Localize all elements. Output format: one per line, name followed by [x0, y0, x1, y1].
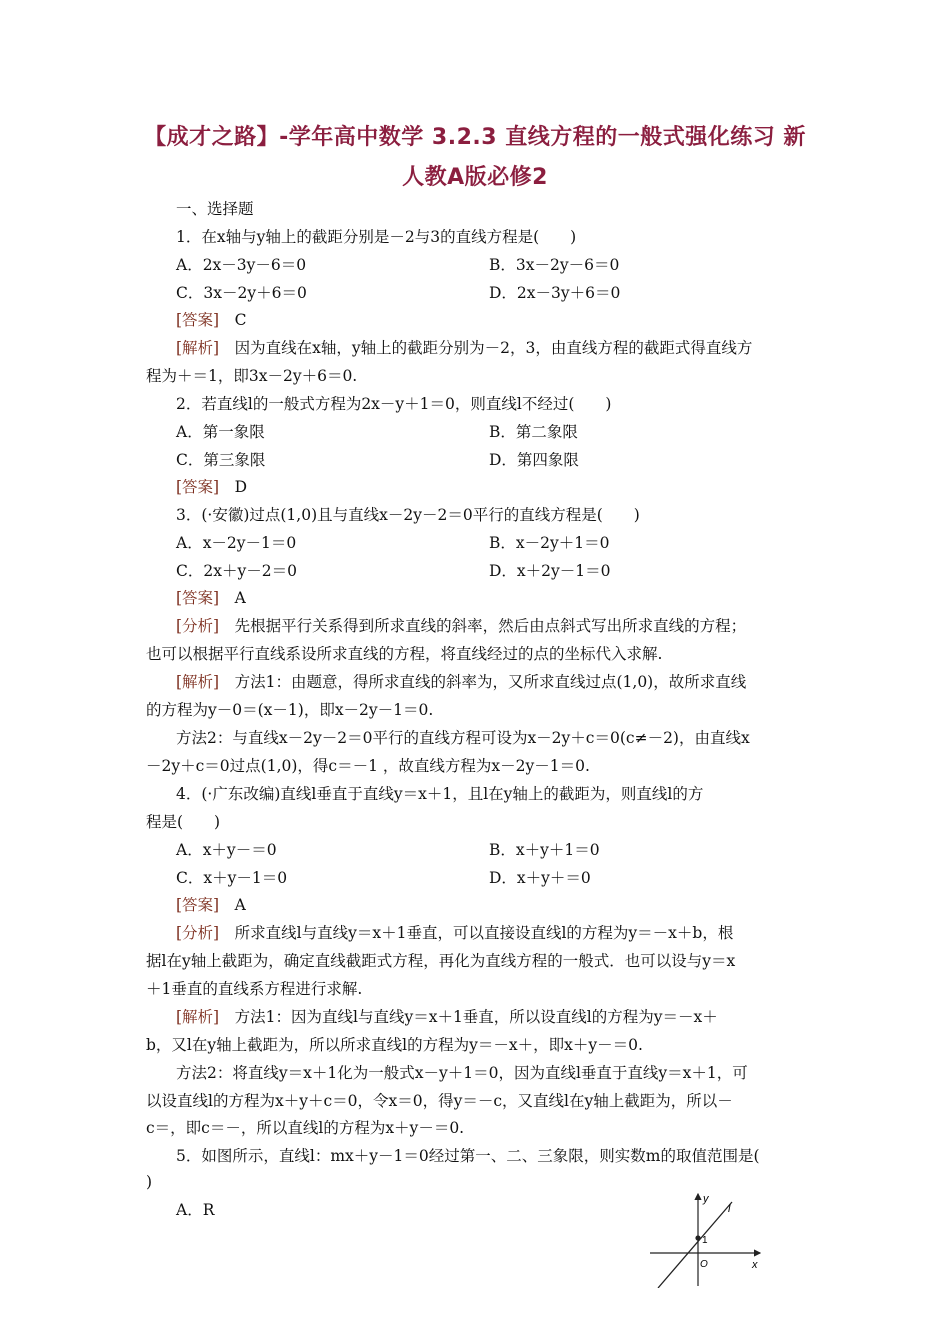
- x-axis-label: x: [752, 1259, 758, 1271]
- q3-fenxi-line-1: [176, 616, 746, 636]
- line-label: l: [728, 1203, 731, 1215]
- q4-fenxi-line-1: [176, 923, 733, 943]
- q4-option-b: B．x＋y＋1＝0: [489, 841, 600, 859]
- q1-answer: [176, 310, 247, 330]
- q4-fenxi-text-1: 所求直线l与直线y＝x＋1垂直，可以直接设直线l的方程为y＝－x＋b，根: [234, 924, 734, 942]
- q4-analysis-line-4: 以设直线l的方程为x＋y＋c＝0，令x＝0，得y＝－c，又直线l在y轴上截距为，所以－: [146, 1092, 733, 1110]
- q2-option-d: D．第四象限: [489, 451, 579, 469]
- y-axis-label: y: [703, 1193, 709, 1205]
- fenxi-tag: [分析]: [176, 924, 220, 942]
- answer-tag: [答案]: [176, 896, 220, 914]
- q4-analysis-line-2: b，又l在y轴上截距为，所以所求直线l的方程为y＝－x＋，即x＋y－＝0.: [146, 1036, 643, 1054]
- analysis-tag: [解析]: [176, 673, 220, 691]
- q2-option-b: B．第二象限: [489, 423, 578, 441]
- q3-analysis-line-1: [176, 672, 746, 692]
- q3-answer: [176, 588, 246, 608]
- q4-option-c: C．x＋y－1＝0: [176, 869, 288, 887]
- q5-option-a: A．R: [176, 1201, 215, 1219]
- q3-answer-value: A: [234, 589, 246, 607]
- q2-stem: 2．若直线l的一般式方程为2x－y＋1＝0，则直线l不经过( ): [176, 395, 612, 413]
- q4-stem-line-2: 程是( ): [146, 813, 221, 831]
- q3-fenxi-text-1: 先根据平行关系得到所求直线的斜率，然后由点斜式写出所求直线的方程；: [234, 617, 747, 635]
- q2-option-a: A．第一象限: [176, 423, 265, 441]
- answer-tag: [答案]: [176, 478, 220, 496]
- q4-analysis-line-5: c＝，即c＝－，所以直线l的方程为x＋y－＝0.: [146, 1119, 465, 1137]
- q3-analysis-line-4: －2y＋c＝0过点(1,0)，得c＝－1 ，故直线方程为x－2y－1＝0.: [146, 757, 590, 775]
- q3-stem: 3．(·安徽)过点(1,0)且与直线x－2y－2＝0平行的直线方程是( ): [176, 506, 640, 524]
- q3-analysis-line-2: 的方程为y－0＝(x－1)，即x－2y－1＝0.: [146, 701, 434, 719]
- intercept-label: 1: [702, 1235, 708, 1246]
- q1-option-b: B．3x－2y－6＝0: [489, 256, 620, 274]
- line-l: [658, 1202, 732, 1288]
- q1-stem: 1．在x轴与y轴上的截距分别是－2与3的直线方程是( ): [176, 228, 577, 246]
- title-line-2: 人教A版必修2: [402, 165, 548, 190]
- title-line-1: 【成才之路】-学年高中数学 3.2.3 直线方程的一般式强化练习 新: [144, 125, 806, 150]
- q1-analysis-line-1: [176, 338, 752, 358]
- q3-option-c: C．2x＋y－2＝0: [176, 562, 297, 580]
- analysis-tag: [解析]: [176, 1008, 220, 1026]
- q1-analysis-line-2: 程为＋＝1，即3x－2y＋6＝0.: [146, 367, 358, 385]
- q4-fenxi-line-2: 据l在y轴上截距为，确定直线截距式方程，再化为直线方程的一般式．也可以设与y＝x: [146, 952, 736, 970]
- q3-analysis-text-1: 方法1：由题意，得所求直线的斜率为，又所求直线过点(1,0)，故所求直线: [234, 673, 747, 691]
- document-title: [120, 118, 830, 198]
- fenxi-tag: [分析]: [176, 617, 220, 635]
- q4-analysis-text-1: 方法1：因为直线l与直线y＝x＋1垂直，所以设直线l的方程为y＝－x＋: [234, 1008, 718, 1026]
- intercept-point: [695, 1235, 700, 1240]
- section-heading: 一、选择题: [176, 200, 254, 218]
- q2-answer: [176, 477, 247, 497]
- q4-answer: [176, 895, 246, 915]
- q1-option-c: C．3x－2y＋6＝0: [176, 284, 307, 302]
- answer-tag: [答案]: [176, 589, 220, 607]
- q5-stem-line-2: ): [146, 1173, 153, 1191]
- q5-figure: [640, 1188, 770, 1288]
- answer-tag: [答案]: [176, 311, 220, 329]
- q1-option-a: A．2x－3y－6＝0: [176, 256, 307, 274]
- q4-option-d: D．x＋y＋＝0: [489, 869, 591, 887]
- q4-answer-value: A: [234, 896, 246, 914]
- q3-option-d: D．x＋2y－1＝0: [489, 562, 611, 580]
- analysis-tag: [解析]: [176, 339, 220, 357]
- q4-stem-line-1: 4．(·广东改编)直线l垂直于直线y＝x＋1，且l在y轴上的截距为，则直线l的方: [176, 785, 704, 803]
- q1-option-d: D．2x－3y＋6＝0: [489, 284, 621, 302]
- q4-analysis-line-1: [176, 1007, 718, 1027]
- q4-option-a: A．x＋y－＝0: [176, 841, 277, 859]
- q3-option-a: A．x－2y－1＝0: [176, 534, 297, 552]
- q4-fenxi-line-3: ＋1垂直的直线系方程进行求解.: [146, 980, 363, 998]
- origin-label: O: [700, 1259, 708, 1270]
- q1-answer-value: C: [234, 311, 247, 329]
- q4-analysis-line-3: 方法2：将直线y＝x＋1化为一般式x－y＋1＝0，因为直线l垂直于直线y＝x＋1，可: [176, 1064, 748, 1082]
- q2-option-c: C．第三象限: [176, 451, 266, 469]
- q3-analysis-line-3: 方法2：与直线x－2y－2＝0平行的直线方程可设为x－2y＋c＝0(c≠－2)，由直线x: [176, 729, 750, 747]
- q3-option-b: B．x－2y＋1＝0: [489, 534, 610, 552]
- q2-answer-value: D: [234, 478, 248, 496]
- q5-stem-line-1: 5．如图所示，直线l：mx＋y－1＝0经过第一、二、三象限，则实数m的取值范围是(: [176, 1147, 760, 1165]
- q1-analysis-text-1: 因为直线在x轴，y轴上的截距分别为－2，3，由直线方程的截距式得直线方: [234, 339, 753, 357]
- q3-fenxi-line-2: 也可以根据平行直线系设所求直线的方程，将直线经过的点的坐标代入求解.: [146, 645, 663, 663]
